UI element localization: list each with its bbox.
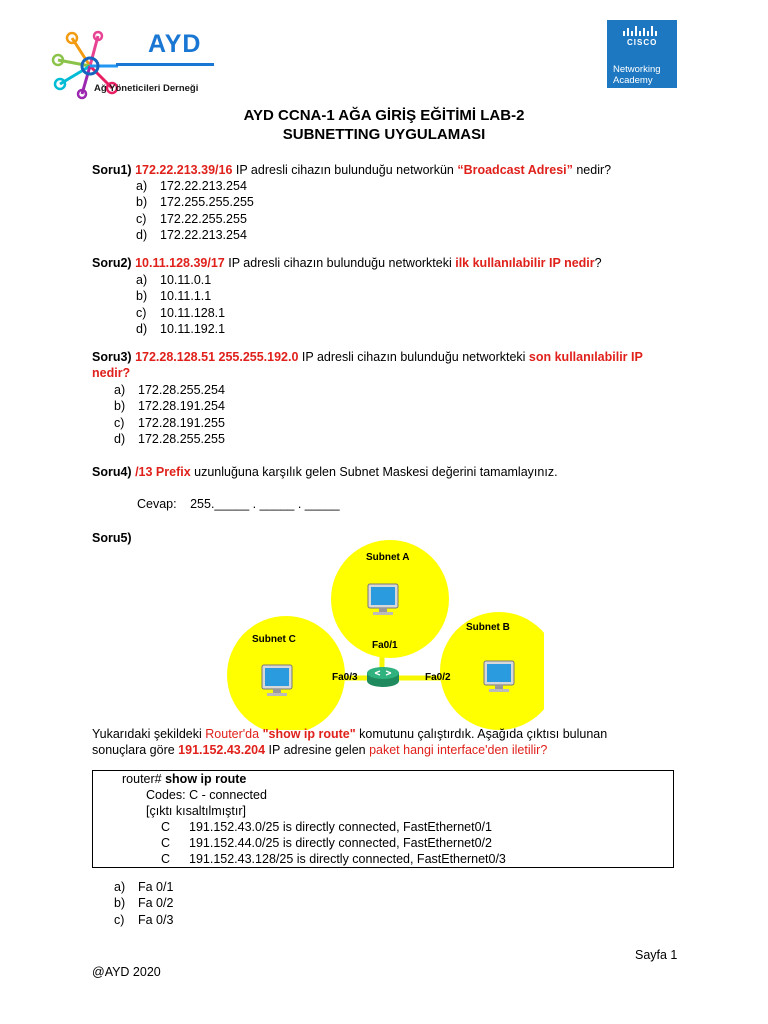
q5-option-b[interactable]: b) Fa 0/2 <box>114 896 174 911</box>
fa03-label: Fa0/3 <box>332 672 358 683</box>
q2-option-b[interactable]: b) 10.11.1.1 <box>136 289 212 304</box>
q3-option-d[interactable]: d) 172.28.255.255 <box>114 431 225 446</box>
q5-options <box>114 879 173 928</box>
cisco-networking-academy-logo <box>607 20 677 88</box>
ayd-logo <box>50 28 220 100</box>
q1-option-d[interactable]: d) 172.22.213.254 <box>136 227 247 242</box>
q3-highlight-b: nedir? <box>92 366 131 380</box>
q4-label: Soru4) <box>92 465 132 479</box>
q1-option-a[interactable]: a) 172.22.213.254 <box>136 179 247 193</box>
q1-options <box>136 178 254 243</box>
page-number: Sayfa 1 <box>635 948 678 962</box>
question-2 <box>92 255 602 271</box>
question-4 <box>92 464 558 480</box>
fa01-label: Fa0/1 <box>372 640 398 651</box>
q1-text-a: IP adresli cihazın bulunduğu networkün <box>232 163 458 177</box>
fa02-label: Fa0/2 <box>425 672 451 683</box>
question-1 <box>92 162 611 178</box>
q3-text-a: IP adresli cihazın bulunduğu networkteki <box>298 350 529 364</box>
network-diagram <box>224 540 544 730</box>
question-3 <box>92 349 672 381</box>
q5-label: Soru5) <box>92 531 132 545</box>
q2-option-d[interactable]: d) 10.11.192.1 <box>136 321 226 336</box>
logo-subtitle: Ağ Yöneticileri Derneği <box>94 83 199 94</box>
q1-ip: 172.22.213.39/16 <box>135 163 233 177</box>
q4-answer-value[interactable]: 255._____ . _____ . _____ <box>190 497 340 511</box>
q2-options <box>136 272 225 337</box>
q1-highlight: “Broadcast Adresi” <box>457 163 573 177</box>
cisco-bars-icon <box>622 26 662 38</box>
logo-text: AYD <box>148 30 202 58</box>
cmd-trimmed: [çıktı kısaltılmıştır] <box>146 804 247 818</box>
cisco-brand: CISCO <box>627 38 658 47</box>
q3-option-c[interactable]: c) 172.28.191.255 <box>114 415 225 430</box>
router-icon <box>367 667 399 687</box>
cmd-prompt-line: router# show ip route <box>122 772 247 786</box>
q3-options <box>114 382 225 447</box>
q2-label: Soru2) <box>92 256 132 270</box>
q3-label: Soru3) <box>92 350 132 364</box>
command-output-box <box>92 770 674 868</box>
q2-ip: 10.11.128.39/17 <box>135 256 225 270</box>
q5-description: Yukarıdaki şekildeki Router'da "show ip route" komutunu çalıştırdık. Aşağıda çıktısı bulunan sonuçlara göre 191.152.43.204 IP adresine gelen paket hangi interface'den iletilir? <box>92 727 608 757</box>
q3-option-a[interactable]: a) 172.28.255.254 <box>114 383 225 397</box>
cisco-line2: Academy <box>613 75 653 86</box>
q2-text-a: IP adresli cihazın bulunduğu networkteki <box>224 256 456 270</box>
q2-highlight: ilk kullanılabilir IP nedir <box>455 256 595 270</box>
subnet-b-label: Subnet B <box>466 622 510 633</box>
q1-option-b[interactable]: b) 172.255.255.255 <box>136 195 254 210</box>
q3-option-b[interactable]: b) 172.28.191.254 <box>114 399 225 414</box>
q3-highlight-a: son kullanılabilir IP <box>528 350 643 364</box>
q1-option-c[interactable]: c) 172.22.255.255 <box>136 211 247 226</box>
q2-option-c[interactable]: c) 10.11.128.1 <box>136 305 226 320</box>
q4-text: uzunluğuna karşılık gelen Subnet Maskesi değerini tamamlayınız. <box>190 465 558 479</box>
route-row-2: C 191.152.44.0/25 is directly connected, FastEthernet0/2 <box>161 836 492 850</box>
subnet-c-label: Subnet C <box>252 634 296 645</box>
doc-title-line1: AYD CCNA-1 AĞA GİRİŞ EĞİTİMİ LAB-2 <box>243 107 525 124</box>
cisco-line1: Networking <box>613 64 661 75</box>
doc-title-line2: SUBNETTING UYGULAMASI <box>282 126 486 143</box>
q5-option-c[interactable]: c) Fa 0/3 <box>114 912 174 927</box>
q4-answer[interactable] <box>137 497 340 511</box>
q5-option-a[interactable]: a) Fa 0/1 <box>114 880 174 894</box>
cmd-codes: Codes: C - connected <box>146 788 267 802</box>
q1-label: Soru1) <box>92 163 132 177</box>
q4-answer-label: Cevap: <box>137 497 177 511</box>
route-row-3: C 191.152.43.128/25 is directly connected, FastEthernet0/3 <box>161 852 506 866</box>
q2-text-b: ? <box>594 256 602 270</box>
copyright: @AYD 2020 <box>92 965 161 979</box>
route-row-1: C 191.152.43.0/25 is directly connected, FastEthernet0/1 <box>161 820 492 834</box>
q1-text-b: nedir? <box>572 163 612 177</box>
q3-ip: 172.28.128.51 255.255.192.0 <box>135 350 299 364</box>
subnet-a-label: Subnet A <box>366 552 410 563</box>
q2-option-a[interactable]: a) 10.11.0.1 <box>136 273 212 287</box>
q4-prefix: /13 Prefix <box>135 465 191 479</box>
logo-underline <box>116 63 214 66</box>
